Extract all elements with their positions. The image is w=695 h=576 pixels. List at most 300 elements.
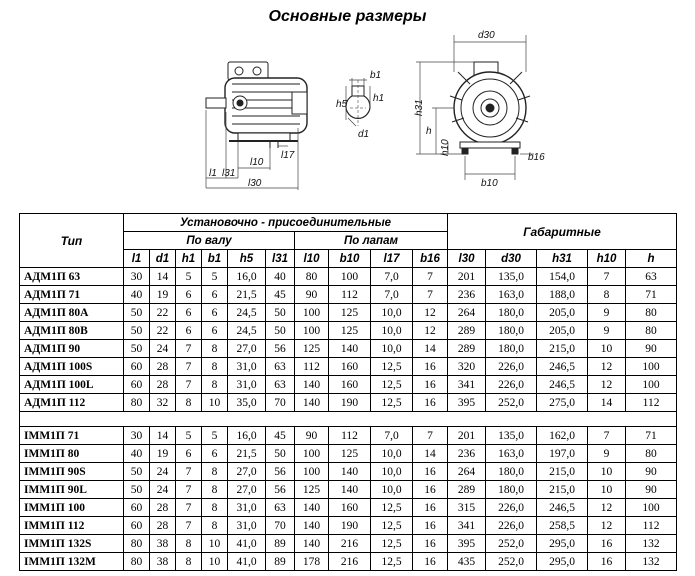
value-cell: 135,0 — [486, 427, 537, 445]
value-cell: 226,0 — [486, 499, 537, 517]
value-cell: 45 — [266, 427, 295, 445]
value-cell: 132 — [626, 535, 677, 553]
value-cell: 45 — [266, 286, 295, 304]
value-cell: 205,0 — [537, 304, 588, 322]
value-cell: 125 — [295, 340, 329, 358]
value-cell: 252,0 — [486, 535, 537, 553]
value-cell: 5 — [176, 427, 202, 445]
value-cell: 190 — [329, 517, 371, 535]
value-cell: 12 — [588, 517, 626, 535]
column-header-h10: h10 — [588, 250, 626, 268]
value-cell: 90 — [295, 286, 329, 304]
value-cell: 12,5 — [371, 517, 413, 535]
value-cell: 180,0 — [486, 463, 537, 481]
value-cell: 28 — [150, 517, 176, 535]
table-row — [20, 427, 677, 445]
value-cell: 226,0 — [486, 376, 537, 394]
column-header-h5: h5 — [228, 250, 266, 268]
dim-label: h5 — [336, 99, 348, 110]
value-cell: 41,0 — [228, 553, 266, 571]
value-cell: 201 — [448, 268, 486, 286]
value-cell: 50 — [124, 340, 150, 358]
group-header-overall: Габаритные — [448, 214, 677, 250]
value-cell: 246,5 — [537, 358, 588, 376]
value-cell: 28 — [150, 376, 176, 394]
column-header-d30: d30 — [486, 250, 537, 268]
value-cell: 6 — [202, 304, 228, 322]
column-header-b16: b16 — [413, 250, 448, 268]
value-cell: 7 — [413, 286, 448, 304]
value-cell: 178 — [295, 553, 329, 571]
dim-label: h — [426, 126, 432, 137]
dim-label: d1 — [358, 129, 370, 140]
dimensions-table — [19, 213, 677, 571]
column-header-h1: h1 — [176, 250, 202, 268]
value-cell: 132 — [626, 553, 677, 571]
value-cell: 22 — [150, 322, 176, 340]
value-cell: 8 — [202, 517, 228, 535]
value-cell: 12,5 — [371, 358, 413, 376]
value-cell: 252,0 — [486, 553, 537, 571]
motor-type-cell: IММ1П 80 — [20, 445, 124, 463]
value-cell: 31,0 — [228, 376, 266, 394]
value-cell: 60 — [124, 499, 150, 517]
value-cell: 40 — [124, 445, 150, 463]
value-cell: 201 — [448, 427, 486, 445]
value-cell: 6 — [176, 304, 202, 322]
value-cell: 395 — [448, 394, 486, 412]
value-cell: 226,0 — [486, 517, 537, 535]
dim-label: l30 — [248, 178, 262, 189]
value-cell: 5 — [202, 268, 228, 286]
type-header: Тип — [20, 214, 124, 268]
value-cell: 16 — [413, 481, 448, 499]
value-cell: 8 — [202, 463, 228, 481]
value-cell: 140 — [295, 376, 329, 394]
dim-label: b1 — [370, 70, 382, 81]
dim-label: b16 — [528, 152, 545, 163]
value-cell: 100 — [295, 304, 329, 322]
motor-type-cell: IММ1П 90L — [20, 481, 124, 499]
value-cell: 9 — [588, 304, 626, 322]
table-row — [20, 268, 677, 286]
value-cell: 180,0 — [486, 340, 537, 358]
value-cell: 90 — [295, 427, 329, 445]
column-header-l17: l17 — [371, 250, 413, 268]
value-cell: 160 — [329, 499, 371, 517]
value-cell: 21,5 — [228, 445, 266, 463]
value-cell: 125 — [329, 322, 371, 340]
value-cell: 28 — [150, 358, 176, 376]
value-cell: 112 — [626, 517, 677, 535]
value-cell: 10,0 — [371, 322, 413, 340]
motor-type-cell: АДМ1П 71 — [20, 286, 124, 304]
value-cell: 5 — [202, 427, 228, 445]
value-cell: 70 — [266, 394, 295, 412]
value-cell: 80 — [626, 322, 677, 340]
value-cell: 125 — [329, 445, 371, 463]
value-cell: 7 — [588, 427, 626, 445]
value-cell: 197,0 — [537, 445, 588, 463]
table-row — [20, 304, 677, 322]
value-cell: 50 — [124, 463, 150, 481]
value-cell: 38 — [150, 553, 176, 571]
value-cell: 50 — [124, 322, 150, 340]
value-cell: 27,0 — [228, 340, 266, 358]
value-cell: 140 — [329, 463, 371, 481]
value-cell: 14 — [413, 445, 448, 463]
value-cell: 63 — [626, 268, 677, 286]
motor-side-view — [206, 62, 307, 148]
value-cell: 24 — [150, 340, 176, 358]
shaft-labels — [336, 70, 384, 140]
value-cell: 8 — [176, 553, 202, 571]
value-cell: 289 — [448, 481, 486, 499]
value-cell: 5 — [176, 268, 202, 286]
value-cell: 40 — [124, 286, 150, 304]
value-cell: 215,0 — [537, 481, 588, 499]
value-cell: 140 — [295, 394, 329, 412]
dim-label: l31 — [222, 168, 236, 179]
value-cell: 7 — [176, 358, 202, 376]
motor-type-cell: АДМ1П 63 — [20, 268, 124, 286]
value-cell: 8 — [176, 535, 202, 553]
value-cell: 295,0 — [537, 535, 588, 553]
value-cell: 35,0 — [228, 394, 266, 412]
value-cell: 14 — [150, 427, 176, 445]
group-header-mounting: Установочно - присоединительные — [124, 214, 448, 232]
page-title: Основные размеры — [268, 8, 427, 25]
value-cell: 7 — [588, 268, 626, 286]
value-cell: 16 — [413, 358, 448, 376]
value-cell: 71 — [626, 427, 677, 445]
value-cell: 30 — [124, 427, 150, 445]
value-cell: 252,0 — [486, 394, 537, 412]
value-cell: 90 — [626, 340, 677, 358]
value-cell: 205,0 — [537, 322, 588, 340]
value-cell: 160 — [329, 376, 371, 394]
column-header-d1: d1 — [150, 250, 176, 268]
value-cell: 289 — [448, 340, 486, 358]
value-cell: 27,0 — [228, 481, 266, 499]
value-cell: 435 — [448, 553, 486, 571]
value-cell: 154,0 — [537, 268, 588, 286]
value-cell: 112 — [329, 427, 371, 445]
motor-type-cell: АДМ1П 80А — [20, 304, 124, 322]
column-header-b10: b10 — [329, 250, 371, 268]
value-cell: 160 — [329, 358, 371, 376]
value-cell: 100 — [295, 445, 329, 463]
value-cell: 24,5 — [228, 322, 266, 340]
value-cell: 50 — [124, 304, 150, 322]
value-cell: 50 — [124, 481, 150, 499]
value-cell: 7,0 — [371, 286, 413, 304]
value-cell: 14 — [413, 340, 448, 358]
table-row — [20, 499, 677, 517]
value-cell: 162,0 — [537, 427, 588, 445]
value-cell: 140 — [329, 340, 371, 358]
value-cell: 41,0 — [228, 535, 266, 553]
table-row — [20, 340, 677, 358]
value-cell: 6 — [202, 286, 228, 304]
group-header-shaft: По валу — [124, 232, 295, 250]
value-cell: 10 — [202, 394, 228, 412]
value-cell: 10 — [202, 553, 228, 571]
value-cell: 12 — [588, 376, 626, 394]
value-cell: 90 — [626, 463, 677, 481]
value-cell: 180,0 — [486, 481, 537, 499]
value-cell: 258,5 — [537, 517, 588, 535]
column-header-l10: l10 — [295, 250, 329, 268]
value-cell: 216 — [329, 553, 371, 571]
value-cell: 7 — [176, 376, 202, 394]
value-cell: 12 — [413, 304, 448, 322]
value-cell: 63 — [266, 499, 295, 517]
value-cell: 38 — [150, 535, 176, 553]
value-cell: 10 — [588, 481, 626, 499]
value-cell: 80 — [124, 535, 150, 553]
motor-type-cell: IММ1П 71 — [20, 427, 124, 445]
value-cell: 8 — [202, 358, 228, 376]
value-cell: 100 — [626, 499, 677, 517]
value-cell: 10,0 — [371, 340, 413, 358]
value-cell: 125 — [295, 481, 329, 499]
value-cell: 7 — [176, 463, 202, 481]
value-cell: 6 — [202, 445, 228, 463]
value-cell: 16 — [413, 463, 448, 481]
table-row — [20, 376, 677, 394]
value-cell: 71 — [626, 286, 677, 304]
value-cell: 7 — [413, 268, 448, 286]
value-cell: 50 — [266, 304, 295, 322]
value-cell: 60 — [124, 517, 150, 535]
value-cell: 295,0 — [537, 553, 588, 571]
value-cell: 10,0 — [371, 463, 413, 481]
value-cell: 275,0 — [537, 394, 588, 412]
value-cell: 8 — [202, 481, 228, 499]
motor-type-cell: IММ1П 100 — [20, 499, 124, 517]
value-cell: 6 — [176, 286, 202, 304]
value-cell: 10 — [588, 463, 626, 481]
value-cell: 24 — [150, 481, 176, 499]
value-cell: 163,0 — [486, 445, 537, 463]
value-cell: 16 — [413, 499, 448, 517]
value-cell: 140 — [329, 481, 371, 499]
separator-row — [20, 412, 677, 427]
dim-label: h31 — [414, 99, 425, 116]
motor-dimension-drawings — [0, 0, 695, 212]
value-cell: 100 — [626, 376, 677, 394]
value-cell: 63 — [266, 376, 295, 394]
column-header-l31: l31 — [266, 250, 295, 268]
value-cell: 56 — [266, 481, 295, 499]
value-cell: 12 — [588, 358, 626, 376]
value-cell: 264 — [448, 463, 486, 481]
value-cell: 16 — [413, 535, 448, 553]
value-cell: 289 — [448, 322, 486, 340]
value-cell: 12,5 — [371, 394, 413, 412]
value-cell: 50 — [266, 445, 295, 463]
value-cell: 32 — [150, 394, 176, 412]
table-row — [20, 517, 677, 535]
value-cell: 8 — [588, 286, 626, 304]
value-cell: 10,0 — [371, 481, 413, 499]
value-cell: 16,0 — [228, 268, 266, 286]
value-cell: 8 — [202, 340, 228, 358]
value-cell: 112 — [626, 394, 677, 412]
value-cell: 28 — [150, 499, 176, 517]
dim-label: h10 — [440, 139, 451, 156]
value-cell: 60 — [124, 376, 150, 394]
value-cell: 9 — [588, 445, 626, 463]
value-cell: 320 — [448, 358, 486, 376]
motor-type-cell: IММ1П 112 — [20, 517, 124, 535]
value-cell: 16 — [413, 394, 448, 412]
value-cell: 21,5 — [228, 286, 266, 304]
value-cell: 80 — [295, 268, 329, 286]
value-cell: 264 — [448, 304, 486, 322]
dim-label: l10 — [250, 157, 264, 168]
value-cell: 7 — [413, 427, 448, 445]
value-cell: 163,0 — [486, 286, 537, 304]
value-cell: 236 — [448, 286, 486, 304]
value-cell: 7,0 — [371, 427, 413, 445]
value-cell: 40 — [266, 268, 295, 286]
value-cell: 16,0 — [228, 427, 266, 445]
value-cell: 7 — [176, 340, 202, 358]
value-cell: 14 — [150, 268, 176, 286]
value-cell: 16 — [413, 376, 448, 394]
motor-type-cell: АДМ1П 100L — [20, 376, 124, 394]
motor-front-view — [450, 62, 530, 154]
motor-type-cell: АДМ1П 112 — [20, 394, 124, 412]
table-row — [20, 358, 677, 376]
column-header-h: h — [626, 250, 677, 268]
value-cell: 341 — [448, 376, 486, 394]
value-cell: 24 — [150, 463, 176, 481]
value-cell: 12,5 — [371, 535, 413, 553]
value-cell: 12,5 — [371, 553, 413, 571]
value-cell: 14 — [588, 394, 626, 412]
motor-type-cell: IММ1П 90S — [20, 463, 124, 481]
value-cell: 19 — [150, 445, 176, 463]
value-cell: 112 — [329, 286, 371, 304]
value-cell: 7 — [176, 481, 202, 499]
value-cell: 12,5 — [371, 376, 413, 394]
table-row — [20, 535, 677, 553]
value-cell: 6 — [176, 445, 202, 463]
value-cell: 135,0 — [486, 268, 537, 286]
value-cell: 89 — [266, 553, 295, 571]
value-cell: 27,0 — [228, 463, 266, 481]
table-row — [20, 463, 677, 481]
value-cell: 31,0 — [228, 358, 266, 376]
table-row — [20, 322, 677, 340]
value-cell: 89 — [266, 535, 295, 553]
value-cell: 31,0 — [228, 499, 266, 517]
value-cell: 6 — [176, 322, 202, 340]
value-cell: 100 — [626, 358, 677, 376]
value-cell: 140 — [295, 499, 329, 517]
value-cell: 7 — [176, 517, 202, 535]
dim-label: d30 — [478, 30, 495, 41]
motor-type-cell: IММ1П 132S — [20, 535, 124, 553]
value-cell: 56 — [266, 463, 295, 481]
value-cell: 12 — [413, 322, 448, 340]
value-cell: 315 — [448, 499, 486, 517]
column-header-l30: l30 — [448, 250, 486, 268]
value-cell: 80 — [626, 445, 677, 463]
value-cell: 188,0 — [537, 286, 588, 304]
value-cell: 22 — [150, 304, 176, 322]
value-cell: 140 — [295, 517, 329, 535]
dim-label: h1 — [373, 93, 385, 104]
value-cell: 12 — [588, 499, 626, 517]
value-cell: 8 — [202, 376, 228, 394]
value-cell: 80 — [124, 553, 150, 571]
value-cell: 216 — [329, 535, 371, 553]
value-cell: 112 — [295, 358, 329, 376]
value-cell: 10,0 — [371, 445, 413, 463]
value-cell: 50 — [266, 322, 295, 340]
value-cell: 236 — [448, 445, 486, 463]
table-row — [20, 553, 677, 571]
value-cell: 215,0 — [537, 463, 588, 481]
group-header-feet: По лапам — [295, 232, 448, 250]
value-cell: 100 — [295, 463, 329, 481]
value-cell: 31,0 — [228, 517, 266, 535]
column-header-b1: b1 — [202, 250, 228, 268]
value-cell: 10,0 — [371, 304, 413, 322]
value-cell: 19 — [150, 286, 176, 304]
column-header-l1: l1 — [124, 250, 150, 268]
value-cell: 246,5 — [537, 499, 588, 517]
value-cell: 24,5 — [228, 304, 266, 322]
value-cell: 6 — [202, 322, 228, 340]
value-cell: 8 — [176, 394, 202, 412]
table-row — [20, 394, 677, 412]
value-cell: 7,0 — [371, 268, 413, 286]
dim-label: l1 — [209, 168, 217, 179]
table-row — [20, 481, 677, 499]
value-cell: 63 — [266, 358, 295, 376]
value-cell: 80 — [626, 304, 677, 322]
column-header-h31: h31 — [537, 250, 588, 268]
value-cell: 7 — [176, 499, 202, 517]
motor-type-cell: IММ1П 132М — [20, 553, 124, 571]
value-cell: 16 — [413, 553, 448, 571]
dim-label: l17 — [281, 150, 295, 161]
value-cell: 60 — [124, 358, 150, 376]
value-cell: 12,5 — [371, 499, 413, 517]
value-cell: 16 — [413, 517, 448, 535]
value-cell: 80 — [124, 394, 150, 412]
value-cell: 215,0 — [537, 340, 588, 358]
value-cell: 10 — [588, 340, 626, 358]
value-cell: 180,0 — [486, 304, 537, 322]
value-cell: 10 — [202, 535, 228, 553]
value-cell: 8 — [202, 499, 228, 517]
value-cell: 70 — [266, 517, 295, 535]
value-cell: 30 — [124, 268, 150, 286]
motor-type-cell: АДМ1П 90 — [20, 340, 124, 358]
value-cell: 226,0 — [486, 358, 537, 376]
value-cell: 341 — [448, 517, 486, 535]
value-cell: 190 — [329, 394, 371, 412]
value-cell: 100 — [329, 268, 371, 286]
side-view-labels — [209, 150, 295, 189]
shaft-end-view — [346, 80, 370, 126]
